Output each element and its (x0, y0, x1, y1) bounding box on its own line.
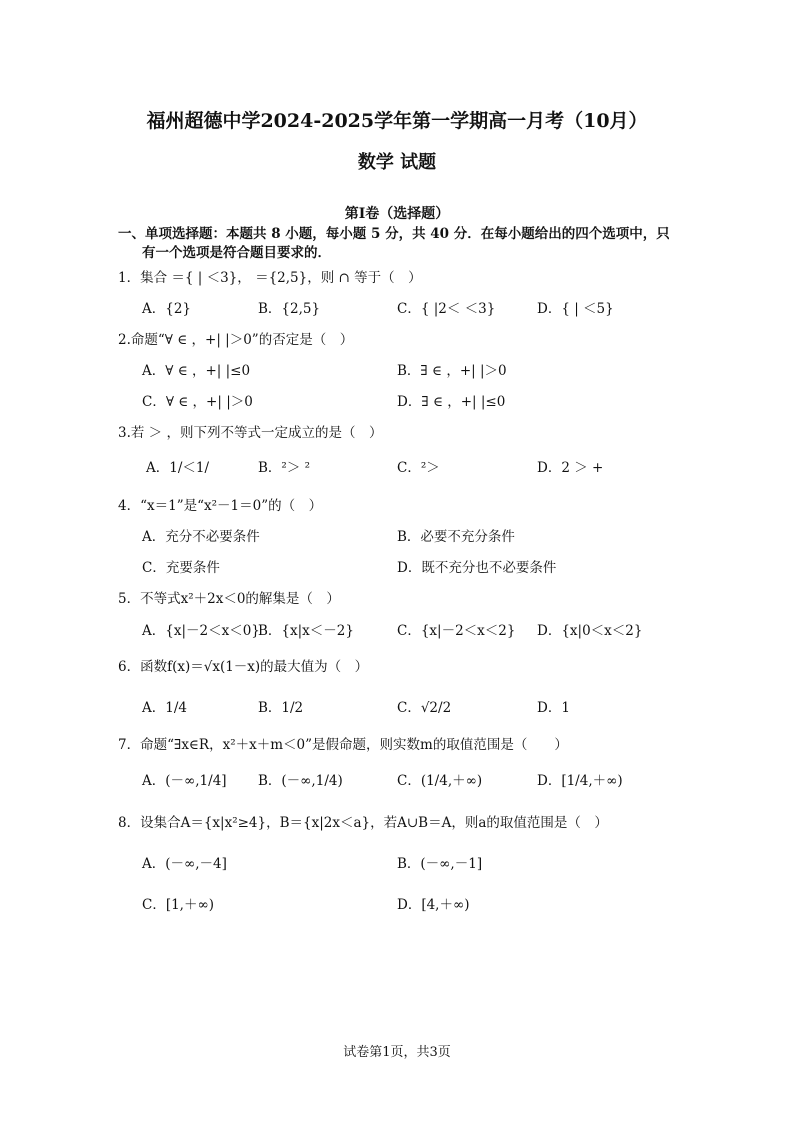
q3-option-d: D．2 ＞ + (537, 460, 604, 476)
q6-option-a: A．1/4 (142, 700, 187, 716)
question-5-stem: 5．不等式x²＋2x＜0的解集是（ ） (118, 591, 340, 607)
exam-subtitle: 数学 试题 (357, 152, 437, 173)
question-8-stem: 8．设集合A＝{x|x²≥4}，B＝{x|2x＜a}，若A∪B＝A，则a的取值范围是（ ） (118, 815, 608, 831)
q4-option-b: B．必要不充分条件 (397, 529, 515, 545)
question-2-stem: 2.命题“∀ ∈ ，+| |＞0”的否定是（ ） (118, 332, 354, 348)
q8-option-d: D．[4,＋∞) (397, 897, 470, 913)
q7-option-c: C．(1/4,＋∞) (397, 773, 483, 789)
q6-option-b: B．1/2 (258, 700, 304, 716)
q5-option-a: A．{x|－2＜x＜0} (142, 623, 260, 639)
q7-option-d: D．[1/4,＋∞) (537, 773, 623, 789)
q4-option-a: A．充分不必要条件 (142, 529, 260, 545)
q8-option-b: B．(－∞,－1] (397, 856, 483, 872)
q1-option-c: C．{ |2＜ ＜3} (397, 301, 496, 317)
q8-option-c: C．[1,＋∞) (142, 897, 214, 913)
q1-option-d: D．{ | ＜5} (537, 301, 614, 317)
q8-option-a: A．(－∞,－4] (142, 856, 227, 872)
question-4-stem: 4．“x＝1”是“x²－1＝0”的（ ） (118, 498, 323, 514)
q3-option-b: B．²＞ ² (258, 460, 311, 476)
instruction-line-1: 一、单项选择题：本题共 8 小题，每小题 5 分，共 40 分．在每小题给出的四个选项中，只 (118, 226, 670, 242)
q2-option-d: D．∃ ∈ ，+| |≤0 (397, 394, 506, 410)
q6-option-d: D．1 (537, 700, 570, 716)
q1-option-b: B．{2,5} (258, 301, 321, 317)
q2-option-b: B．∃ ∈ ，+| |＞0 (397, 363, 507, 379)
instruction-line-2: 有一个选项是符合题目要求的． (142, 245, 331, 261)
q5-option-c: C．{x|－2＜x＜2} (397, 623, 516, 639)
q6-option-c: C．√2/2 (397, 700, 452, 716)
question-6-stem: 6．函数f(x)＝√x(1－x)的最大值为（ ） (118, 659, 369, 675)
q3-option-a: A．1/＜1/ (146, 460, 210, 476)
q4-option-c: C．充要条件 (142, 560, 220, 576)
q7-option-a: A．(－∞,1/4] (142, 773, 227, 789)
question-7-stem: 7．命题“∃x∈R，x²＋x＋m＜0”是假命题，则实数m的取值范围是（ ） (118, 737, 568, 753)
q3-option-c: C．²＞ (397, 460, 440, 476)
question-1-stem: 1．集合 ＝{ | ＜3}， ＝{2,5}，则 ∩ 等于（ ） (118, 270, 422, 286)
section-heading: 第Ⅰ卷（选择题） (344, 206, 450, 222)
page-footer: 试卷第1页，共3页 (343, 1045, 451, 1060)
q4-option-d: D．既不充分也不必要条件 (397, 560, 557, 576)
question-3-stem: 3.若 ＞ ，则下列不等式一定成立的是（ ） (118, 425, 383, 441)
q5-option-d: D．{x|0＜x＜2} (537, 623, 643, 639)
exam-title: 福州超德中学2024-2025学年第一学期高一月考（10月） (146, 110, 648, 132)
q1-option-a: A．{2} (142, 301, 192, 317)
q5-option-b: B．{x|x＜－2} (258, 623, 354, 639)
q2-option-c: C．∀ ∈ ，+| |＞0 (142, 394, 253, 410)
q7-option-b: B．(－∞,1/4) (258, 773, 343, 789)
q2-option-a: A．∀ ∈ ，+| |≤0 (142, 363, 251, 379)
